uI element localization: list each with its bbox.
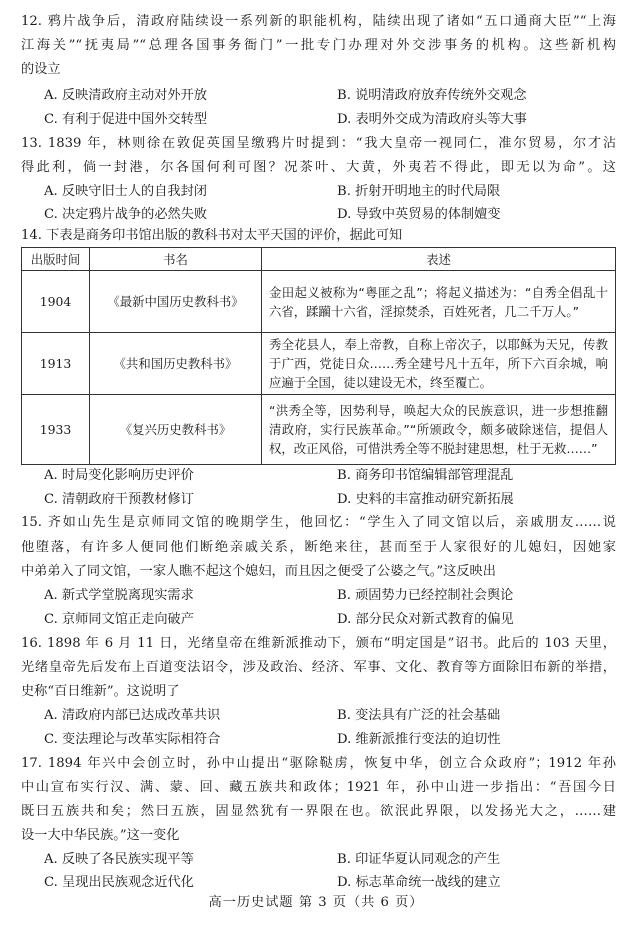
row-description: “洪秀全等，因势利导，唤起大众的民族意识，进一步想推翻清政府，实行民族革命。”“所颁政令，颇多破除迷信，提倡人权，改正风俗，可惜洪秀全等不脱封建思想，杜于无救……” (262, 395, 616, 465)
q16-option-d: D. 维新派推行变法的迫切性 (337, 732, 501, 747)
q14-option-d: D. 史料的丰富推动研究新拓展 (337, 492, 514, 507)
q13-option-c: C. 决定鸦片战争的必然失败 (44, 207, 208, 222)
q13-option-a: A. 反映守旧士人的自我封闭 (44, 184, 207, 199)
q15-option-d: D. 部分民众对新式教育的偏见 (337, 612, 514, 627)
q12-stem-line-3: 的设立 (21, 62, 61, 77)
row-book: 《共和国历史教科书》 (90, 333, 262, 395)
q15-option-b: B. 顽固势力已经控制社会舆论 (337, 588, 514, 603)
table-row (22, 271, 616, 333)
q13-stem-line-2: 得此利，倘一封港，尔各国何利可图？况茶叶、大黄，外夷若不得此，即无以为命”。这 (21, 160, 616, 175)
q12-stem-line-1: 12. 鸦片战争后，清政府陆续设一系列新的职能机构，陆续出现了诸如“五口通商大臣”“上海 (21, 14, 616, 29)
q17-option-a: A. 反映了各民族实现平等 (44, 852, 194, 867)
header-book-title: 书名 (90, 248, 262, 271)
q12-option-c: C. 有利于促进中国外交转型 (44, 112, 208, 127)
textbook-evaluation-table (21, 247, 616, 465)
q14-option-c: C. 清朝政府干预教材修订 (44, 492, 194, 507)
header-publish-time: 出版时间 (22, 248, 90, 271)
q17-stem-line-2: 中山宣布实行汉、满、蒙、回、藏五族共和政体；1921 年，孙中山进一步指出：“吾国今日 (21, 780, 616, 795)
q16-stem-line-3: 史称“百日维新”。这说明了 (21, 684, 180, 699)
row-description: 秀全花县人，奉上帝教，自称上帝次子，以耶稣为天兄，传教于广西，党徒日众……秀全建号凡十五年，所下六百余城，响应遍于全国，徒以建设无术，终至覆亡。 (262, 333, 616, 395)
row-year: 1913 (22, 333, 90, 395)
q15-stem-line-1: 15. 齐如山先生是京师同文馆的晚期学生，他回忆：“学生入了同文馆以后，亲戚朋友……说 (21, 515, 616, 530)
q13-option-b: B. 折射开明地主的时代局限 (337, 184, 501, 199)
q16-option-a: A. 清政府内部已达成改革共识 (44, 708, 221, 723)
q12-option-a: A. 反映清政府主动对外开放 (44, 88, 207, 103)
page-footer: 高一历史试题 第 3 页（共 6 页） (208, 895, 424, 910)
q17-option-d: D. 标志革命统一战线的建立 (337, 875, 501, 890)
q12-option-d: D. 表明外交成为清政府头等大事 (337, 112, 527, 127)
q17-stem-line-3: 既曰五族共和矣；然曰五族，固显然犹有一界限在也。欲泯此界限，以发扬光大之，……建 (21, 804, 616, 819)
q14-stem: 14. 下表是商务印书馆出版的教科书对太平天国的评价，据此可知 (21, 228, 403, 243)
table-row (22, 333, 616, 395)
row-year: 1933 (22, 395, 90, 465)
q12-stem-line-2: 江海关”“抚夷局”“总理各国事务衙门”一批专门办理对外交涉事务的机构。这些新机构 (21, 38, 616, 53)
q16-stem-line-2: 光绪皇帝先后发布上百道变法诏令，涉及政治、经济、军事、文化、教育等方面除旧布新的举措， (21, 660, 616, 675)
table-row (22, 395, 616, 465)
q17-stem-line-1: 17. 1894 年兴中会创立时，孙中山提出“驱除鞑虏，恢复中华，创立合众政府”；1912 年孙 (21, 756, 616, 771)
row-book: 《复兴历史教科书》 (90, 395, 262, 465)
q17-option-c: C. 呈现出民族观念近代化 (44, 875, 194, 890)
q16-stem-line-1: 16. 1898 年 6 月 11 日，光绪皇帝在维新派推动下，颁布“明定国是”诏书。此后的 103 天里， (21, 636, 616, 651)
row-description: 金田起义被称为“粤匪之乱”；将起义描述为：“自秀全倡乱十六省，蹂躏十六省，淫掠焚杀，百姓死者，几二千万人。” (262, 271, 616, 333)
q15-option-c: C. 京师同文馆正走向破产 (44, 612, 194, 627)
q14-option-a: A. 时局变化影响历史评价 (44, 468, 194, 483)
q14-option-b: B. 商务印书馆编辑部管理混乱 (337, 468, 514, 483)
table-header-row (22, 248, 616, 271)
q16-option-b: B. 变法具有广泛的社会基础 (337, 708, 501, 723)
q15-stem-line-2: 他堕落，有许多人便同他们断绝亲戚关系，断绝来往，甚而至于人家很好的儿媳妇，因她家 (21, 540, 616, 555)
q13-stem-line-1: 13. 1839 年，林则徐在敦促英国呈缴鸦片时提到：“我大皇帝一视同仁，准尔贸易，尔才沾 (21, 136, 616, 151)
q16-option-c: C. 变法理论与改革实际相符合 (44, 732, 221, 747)
row-book: 《最新中国历史教科书》 (90, 271, 262, 333)
q12-option-b: B. 说明清政府放弃传统外交观念 (337, 88, 527, 103)
q17-option-b: B. 印证华夏认同观念的产生 (337, 852, 501, 867)
q13-option-d: D. 导致中英贸易的体制嬗变 (337, 207, 501, 222)
row-year: 1904 (22, 271, 90, 333)
q15-stem-line-3: 中弟弟入了同文馆，一家人瞧不起这个媳妇，而且因之便受了公婆之气。”这反映出 (21, 564, 496, 579)
q15-option-a: A. 新式学堂脱离现实需求 (44, 588, 194, 603)
header-description: 表述 (262, 248, 616, 271)
q17-stem-line-4: 设一大中华民族。”这一变化 (21, 828, 180, 843)
